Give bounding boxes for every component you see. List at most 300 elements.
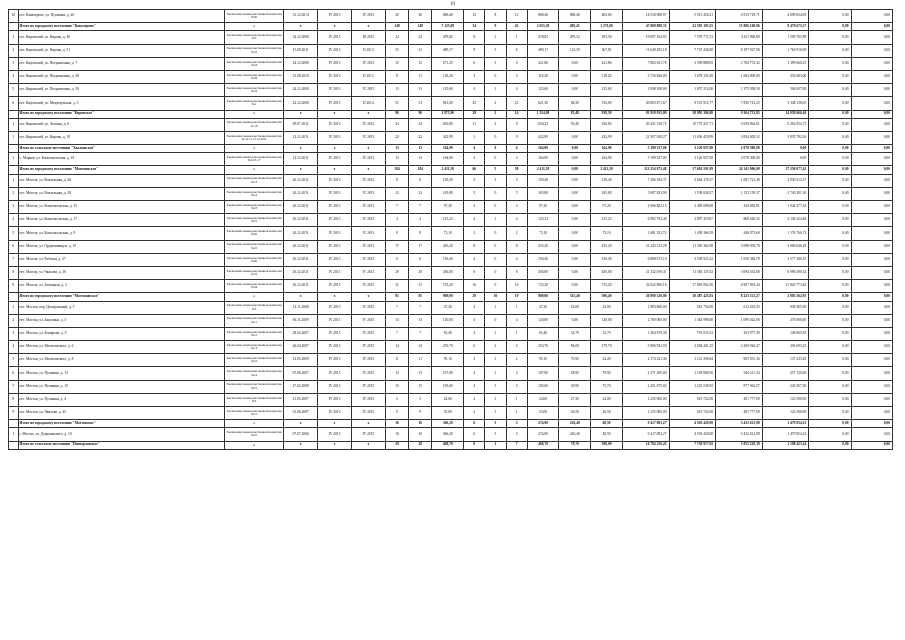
- table-cell: х: [284, 166, 318, 174]
- table-cell: 5 697 823,90: [622, 187, 669, 200]
- table-row: [9, 70, 893, 83]
- table-cell: 96: [409, 110, 432, 118]
- table-cell: х: [224, 166, 283, 174]
- table-cell: 156,40: [527, 253, 559, 266]
- table-cell: Итого по сельскому поселению "Новоорловское": [18, 441, 224, 449]
- table-cell: 7: [385, 301, 408, 314]
- table-cell: 0,00: [851, 314, 892, 327]
- table-cell: IV 2013: [318, 227, 352, 240]
- table-cell: 536,83: [591, 118, 623, 131]
- table-cell: 245 507,50: [762, 380, 809, 393]
- table-row: [9, 118, 893, 131]
- table-cell: 7 578 772,72: [669, 31, 716, 44]
- table-cell: 24,00: [559, 301, 591, 314]
- table-cell: 4: [385, 214, 408, 227]
- table-cell: 6: [385, 253, 408, 266]
- table-cell: х: [351, 110, 385, 118]
- table-cell: 1: [485, 301, 506, 314]
- table-cell: 0,00: [809, 407, 851, 420]
- table-cell: 1: [485, 327, 506, 340]
- table-cell: 14: [385, 341, 408, 354]
- table-cell: 12.11.2008: [284, 301, 318, 314]
- table-row: [9, 201, 893, 214]
- table-cell: 14 058 666,40: [762, 110, 809, 118]
- table-cell: х: [318, 110, 352, 118]
- table-cell: 16: [385, 420, 408, 428]
- table-cell: 0,00: [809, 280, 851, 293]
- table-cell: 1 081 721,48: [716, 174, 763, 187]
- table-cell: пгт. Могоча, ул. Рабочая, д. 27: [18, 253, 224, 266]
- table-cell: 0,00: [851, 44, 892, 57]
- table-cell: 1: [485, 354, 506, 367]
- table-cell: 27,30: [559, 393, 591, 406]
- table-cell: 27.02.2008: [284, 380, 318, 393]
- table-cell: 6 992 792,48: [622, 214, 669, 227]
- table-cell: 478,82: [527, 31, 559, 44]
- table-row: [9, 280, 893, 293]
- table-cell: 0,00: [809, 166, 851, 174]
- table-cell: 9 264 752,83: [716, 110, 763, 118]
- table-cell: 909,00: [527, 293, 559, 301]
- table-cell: Заключение межведомственной комиссии №20: [224, 253, 283, 266]
- table-cell: 6 990 290,34: [762, 266, 809, 279]
- table-cell: 2: [485, 341, 506, 354]
- table-cell: 16: [409, 420, 432, 428]
- table-cell: 0,00: [809, 23, 851, 31]
- table-cell: 15.09.2011: [284, 44, 318, 57]
- table-cell: 1 538 656,57: [669, 187, 716, 200]
- table-cell: 3 094 552,08: [716, 266, 763, 279]
- table-cell: 0,00: [851, 253, 892, 266]
- table-cell: 5 199 237,00: [622, 153, 669, 166]
- table-cell: 430 682,91: [716, 201, 763, 214]
- table-cell: 3: [9, 201, 19, 214]
- table-cell: 0,00: [809, 84, 851, 97]
- table-cell: 29: [409, 266, 432, 279]
- table-cell: 07.06.2007: [284, 367, 318, 380]
- table-cell: IV 2013: [318, 131, 352, 144]
- table-cell: 6: [9, 367, 19, 380]
- table-cell: 148: [409, 23, 432, 31]
- table-cell: 9: [506, 118, 527, 131]
- table-cell: IV 2013: [351, 187, 385, 200]
- table-cell: Заключение межведомственной комиссии №3-03-17: [224, 153, 283, 166]
- table-cell: 47,20: [432, 301, 464, 314]
- table-cell: 0,00: [809, 214, 851, 227]
- table-cell: 1 479 854,23: [762, 420, 809, 428]
- table-cell: 0,00: [809, 380, 851, 393]
- table-cell: IV 2013: [351, 201, 385, 214]
- table-cell: 3: [506, 367, 527, 380]
- table-cell: 4: [409, 214, 432, 227]
- table-cell: 26.12.2011: [284, 253, 318, 266]
- table-row: [9, 327, 893, 340]
- table-cell: 5 835 782,36: [762, 131, 809, 144]
- table-cell: 8: [464, 240, 485, 253]
- table-cell: Заключение межведомственной комиссии №30: [224, 10, 283, 23]
- table-cell: 0,00: [809, 266, 851, 279]
- table-cell: IV 2015: [351, 327, 385, 340]
- table-cell: 0,00: [559, 280, 591, 293]
- table-cell: 31.08.2010: [284, 70, 318, 83]
- table-cell: 3: [485, 174, 506, 187]
- table-cell: 0,00: [809, 145, 851, 153]
- table-cell: 13: [385, 314, 408, 327]
- table-cell: х: [318, 145, 352, 153]
- table-cell: 79,90: [591, 367, 623, 380]
- table-cell: 0,00: [851, 280, 892, 293]
- table-cell: Заключение межведомственной комиссии №12: [224, 327, 283, 340]
- table-cell: 15: [409, 380, 432, 393]
- table-cell: 909,00: [432, 293, 464, 301]
- table-cell: 7: [385, 201, 408, 214]
- table-cell: 221,86: [591, 57, 623, 70]
- table-cell: Итого по городскому поселению "Могзонское": [18, 420, 224, 428]
- table-cell: 9 470 675,57: [762, 23, 809, 31]
- table-cell: IV 2013: [318, 393, 352, 406]
- table-cell: 0,00: [851, 23, 892, 31]
- table-cell: 47,20: [527, 301, 559, 314]
- table-cell: 446 073,60: [716, 227, 763, 240]
- table-cell: 1 375 958,50: [716, 84, 763, 97]
- table-cell: 619 722,00: [669, 407, 716, 420]
- table-cell: 0,00: [851, 166, 892, 174]
- table-cell: 5 986 932,50: [622, 341, 669, 354]
- table-cell: 32,70: [591, 327, 623, 340]
- table-cell: 53,00: [432, 407, 464, 420]
- table-cell: пгт. Могзон, ул. Бакунина, д. 5: [18, 314, 224, 327]
- table-cell: 21 507 028,27: [622, 131, 669, 144]
- table-cell: 0,00: [559, 70, 591, 83]
- table-cell: 97,20: [591, 201, 623, 214]
- table-cell: 0,00: [809, 153, 851, 166]
- table-cell: 0,00: [851, 84, 892, 97]
- table-row: [9, 240, 893, 253]
- table-cell: 0,00: [851, 380, 892, 393]
- table-cell: 1 235 000,00: [622, 393, 669, 406]
- table-cell: пгт. Могоча, ул. Комсомольская, д. 17: [18, 214, 224, 227]
- table-cell: 22 583 183,55: [669, 23, 716, 31]
- table-cell: 1 141 296,84: [669, 354, 716, 367]
- table-cell: 20 899 126,00: [622, 293, 669, 301]
- table-cell: 7 738 917,92: [669, 441, 716, 449]
- table-cell: 1: [9, 118, 19, 131]
- table-cell: 2 280 944,47: [716, 341, 763, 354]
- table-cell: 7 747 436,90: [669, 44, 716, 57]
- table-cell: пгт. Кировский, ул. Кирова, д. 48: [18, 31, 224, 44]
- table-cell: 938,50: [591, 110, 623, 118]
- table-cell: 468,70: [432, 441, 464, 449]
- table-cell: 4: [506, 145, 527, 153]
- table-cell: 1: [506, 327, 527, 340]
- table-cell: 0,00: [809, 301, 851, 314]
- table-cell: 1: [506, 407, 527, 420]
- table-cell: 20: [385, 10, 408, 23]
- table-cell: IV 2015: [318, 301, 352, 314]
- table-cell: 4 503 420,00: [669, 420, 716, 428]
- table-cell: 24,00: [432, 393, 464, 406]
- table-cell: 0,00: [851, 367, 892, 380]
- table-cell: IV 2015: [351, 380, 385, 393]
- table-cell: 65,40: [527, 327, 559, 340]
- table-cell: Заключение межведомственной комиссии №21: [224, 214, 283, 227]
- table-cell: [9, 23, 19, 31]
- table-cell: 0: [485, 153, 506, 166]
- table-cell: 24.12.2008: [284, 57, 318, 70]
- table-cell: 1 857 212,00: [669, 84, 716, 97]
- table-cell: 2 411,58: [432, 166, 464, 174]
- table-cell: 0,00: [559, 266, 591, 279]
- table-cell: Итого по городскому поселению "Кавалерово": [18, 23, 224, 31]
- table-cell: 4: [464, 84, 485, 97]
- table-cell: Итого по городскому поселению "Могзоновское": [18, 293, 224, 301]
- table-cell: 107,80: [527, 367, 559, 380]
- table-cell: IV 2013: [318, 341, 352, 354]
- table-cell: 07.07.2006: [284, 428, 318, 441]
- table-cell: 73,10: [591, 227, 623, 240]
- table-cell: 10: [485, 293, 506, 301]
- table-cell: Заключение межведомственной комиссии № 18: [224, 118, 283, 131]
- table-cell: 96: [385, 110, 408, 118]
- table-cell: 1 458 366,39: [669, 227, 716, 240]
- table-cell: Итого по сельскому поселению "Хвалынское": [18, 145, 224, 153]
- table-cell: 2 760 000,00: [622, 314, 669, 327]
- subtotal-row: [9, 166, 893, 174]
- table-cell: IV 2013: [318, 97, 352, 110]
- table-cell: IV 2013: [351, 153, 385, 166]
- table-cell: 6 262 054,75: [762, 118, 809, 131]
- table-cell: 0,00: [559, 57, 591, 70]
- table-cell: 4: [506, 84, 527, 97]
- table-cell: 0,00: [809, 420, 851, 428]
- table-cell: 125,23: [432, 214, 464, 227]
- table-cell: 165,80: [432, 187, 464, 200]
- table-cell: 0,00: [809, 441, 851, 449]
- table-cell: 366,20: [432, 420, 464, 428]
- table-cell: 274,90: [527, 420, 559, 428]
- table-cell: 21.05.2007: [284, 393, 318, 406]
- table-cell: пгт. Кировский, ул. Кирова, д. 18: [18, 131, 224, 144]
- table-cell: 164,90: [591, 145, 623, 153]
- table-cell: пгт. Кировский, ул. Медведевская, д. 5: [18, 97, 224, 110]
- table-row: [9, 97, 893, 110]
- table-cell: 148: [385, 23, 408, 31]
- table-cell: х: [284, 23, 318, 31]
- table-cell: 435,20: [527, 240, 559, 253]
- table-cell: 2 371 200,00: [622, 367, 669, 380]
- table-cell: 0,00: [809, 227, 851, 240]
- table-cell: 164,90: [527, 153, 559, 166]
- table-cell: 1 198 423,24: [762, 441, 809, 449]
- table-cell: 0,00: [851, 407, 892, 420]
- table-cell: 0,00: [809, 428, 851, 441]
- table-row: [9, 153, 893, 166]
- table-cell: х: [318, 441, 352, 449]
- table-cell: 15: [385, 380, 408, 393]
- table-cell: Итого по городскому поселению "Могочинское": [18, 166, 224, 174]
- table-cell: IV 2013: [318, 70, 352, 83]
- table-cell: 22: [409, 131, 432, 144]
- table-cell: 118,20: [527, 70, 559, 83]
- table-cell: 09.07.2011: [284, 118, 318, 131]
- table-cell: 1 176 766,72: [762, 227, 809, 240]
- table-row: [9, 187, 893, 200]
- table-row: [9, 44, 893, 57]
- table-cell: 0,00: [559, 166, 591, 174]
- table-cell: х: [224, 145, 283, 153]
- table-cell: 125,60: [591, 84, 623, 97]
- table-cell: 619 722,00: [669, 393, 716, 406]
- table-cell: 226,40: [559, 428, 591, 441]
- table-cell: IV 2015: [351, 314, 385, 327]
- table-cell: пгт. Могзон, ул. Пушкина, д. 15: [18, 380, 224, 393]
- table-cell: 0,00: [559, 145, 591, 153]
- table-cell: 107,80: [432, 367, 464, 380]
- table-cell: 0,00: [851, 214, 892, 227]
- table-cell: 0,00: [809, 293, 851, 301]
- table-cell: 14 794 256,45: [622, 441, 669, 449]
- table-cell: 621,30: [527, 97, 559, 110]
- table-cell: 01.06.2007: [284, 407, 318, 420]
- table-cell: пгт. Могоча, ул. Вокзальная, д. 26: [18, 174, 224, 187]
- table-cell: 0,00: [851, 174, 892, 187]
- table-cell: IV 2015: [351, 301, 385, 314]
- table-cell: пгт. Кировский, ул. Кирова, д. 31: [18, 44, 224, 57]
- subtotal-row: [9, 23, 893, 31]
- table-cell: 11: [464, 118, 485, 131]
- table-cell: 4 906 802,15: [622, 201, 669, 214]
- table-cell: 47 809 808,35: [622, 23, 669, 31]
- table-cell: 2: [464, 227, 485, 240]
- table-cell: 1: [485, 441, 506, 449]
- table-cell: х: [224, 110, 283, 118]
- table-cell: 1 364 998,00: [669, 314, 716, 327]
- table-cell: 4 090 834,05: [762, 10, 809, 23]
- table-cell: 0,00: [851, 327, 892, 340]
- table-cell: 0,00: [809, 57, 851, 70]
- table-cell: 0,00: [809, 327, 851, 340]
- table-cell: 4: [464, 380, 485, 393]
- table-cell: 13: [385, 367, 408, 380]
- table-body: [9, 10, 893, 450]
- table-cell: 2 655,29: [527, 23, 559, 31]
- table-cell: 1: [485, 84, 506, 97]
- table-cell: х: [318, 166, 352, 174]
- table-cell: 8: [464, 31, 485, 44]
- table-cell: 23: [506, 97, 527, 110]
- table-cell: 1: [464, 131, 485, 144]
- table-cell: х: [284, 145, 318, 153]
- table-cell: 1: [9, 131, 19, 144]
- table-cell: 4: [506, 341, 527, 354]
- table-cell: 26,50: [591, 407, 623, 420]
- table-cell: IV 2013: [318, 201, 352, 214]
- table-cell: 11: [385, 354, 408, 367]
- table-cell: 944 211,34: [716, 367, 763, 380]
- table-cell: 51: [385, 97, 408, 110]
- table-cell: [9, 420, 19, 428]
- table-cell: 0,00: [559, 314, 591, 327]
- table-cell: пгт. Кировский, ул. Пограничная, д. 7: [18, 57, 224, 70]
- table-cell: 31: [385, 44, 408, 57]
- table-cell: 0,00: [851, 131, 892, 144]
- table-cell: 0,00: [809, 341, 851, 354]
- table-row: [9, 266, 893, 279]
- table-row: [9, 314, 893, 327]
- table-cell: 7 286 194,37: [622, 174, 669, 187]
- table-cell: 3 432 621,98: [716, 420, 763, 428]
- table-cell: 5 639 864,01: [716, 118, 763, 131]
- table-cell: 13: [409, 367, 432, 380]
- table-cell: 27 250 077,45: [762, 166, 809, 174]
- table-cell: 17: [385, 240, 408, 253]
- table-cell: 25: [464, 97, 485, 110]
- table-cell: 0,00: [809, 44, 851, 57]
- table-cell: 7: [409, 301, 432, 314]
- table-cell: Итого по городскому поселению "Кировское": [18, 110, 224, 118]
- table-cell: Заключение межведомственной комиссии №14: [224, 367, 283, 380]
- table-cell: 32,70: [559, 327, 591, 340]
- table-cell: 20: [409, 10, 432, 23]
- table-cell: 2: [9, 187, 19, 200]
- table-cell: IV 2013: [318, 118, 352, 131]
- table-cell: 485,41: [559, 23, 591, 31]
- table-cell: 5: [506, 174, 527, 187]
- table-cell: 8: [464, 266, 485, 279]
- table-cell: 8: [409, 174, 432, 187]
- table-cell: 3: [485, 57, 506, 70]
- table-cell: 26.12.2011: [284, 240, 318, 253]
- table-cell: 6: [464, 341, 485, 354]
- table-cell: 149 665,93: [762, 327, 809, 340]
- table-cell: 0,00: [851, 301, 892, 314]
- table-cell: 630,00: [432, 118, 464, 131]
- table-cell: 26.04.2007: [284, 341, 318, 354]
- table-cell: 257 120,00: [762, 367, 809, 380]
- table-cell: 32 022 806,16: [622, 280, 669, 293]
- table-cell: 1: [485, 407, 506, 420]
- table-cell: 5 199 237,00: [622, 145, 669, 153]
- table-cell: пгт. Могзон, ул. Пушкина, д. 13: [18, 367, 224, 380]
- table-cell: 21 332 019,31: [622, 266, 669, 279]
- table-cell: 9: [9, 407, 19, 420]
- table-cell: 3 509 888,05: [669, 57, 716, 70]
- table-cell: 31: [385, 280, 408, 293]
- table-row: [9, 227, 893, 240]
- table-cell: 105,60: [432, 380, 464, 393]
- table-cell: 489,17: [527, 44, 559, 57]
- table-cell: 14 918 008,97: [622, 10, 669, 23]
- table-cell: 6 197 927,90: [716, 44, 763, 57]
- table-cell: 13: [409, 145, 432, 153]
- table-cell: 9: [485, 23, 506, 31]
- table-cell: 491 777,00: [716, 407, 763, 420]
- table-cell: 0: [485, 280, 506, 293]
- table-cell: 118,20: [432, 70, 464, 83]
- table-cell: х: [284, 293, 318, 301]
- table-cell: Заключение межведомственной комиссии №29: [224, 70, 283, 83]
- table-cell: 0,00: [559, 253, 591, 266]
- table-cell: 11: [409, 70, 432, 83]
- table-cell: 0,00: [559, 187, 591, 200]
- table-cell: 4: [9, 341, 19, 354]
- table-cell: 24,00: [591, 393, 623, 406]
- table-cell: [9, 110, 19, 118]
- table-cell: 11 820 773,40: [762, 280, 809, 293]
- table-cell: Заключение межведомственной комиссии №33: [224, 266, 283, 279]
- table-cell: 6: [9, 97, 19, 110]
- table-cell: 4: [506, 253, 527, 266]
